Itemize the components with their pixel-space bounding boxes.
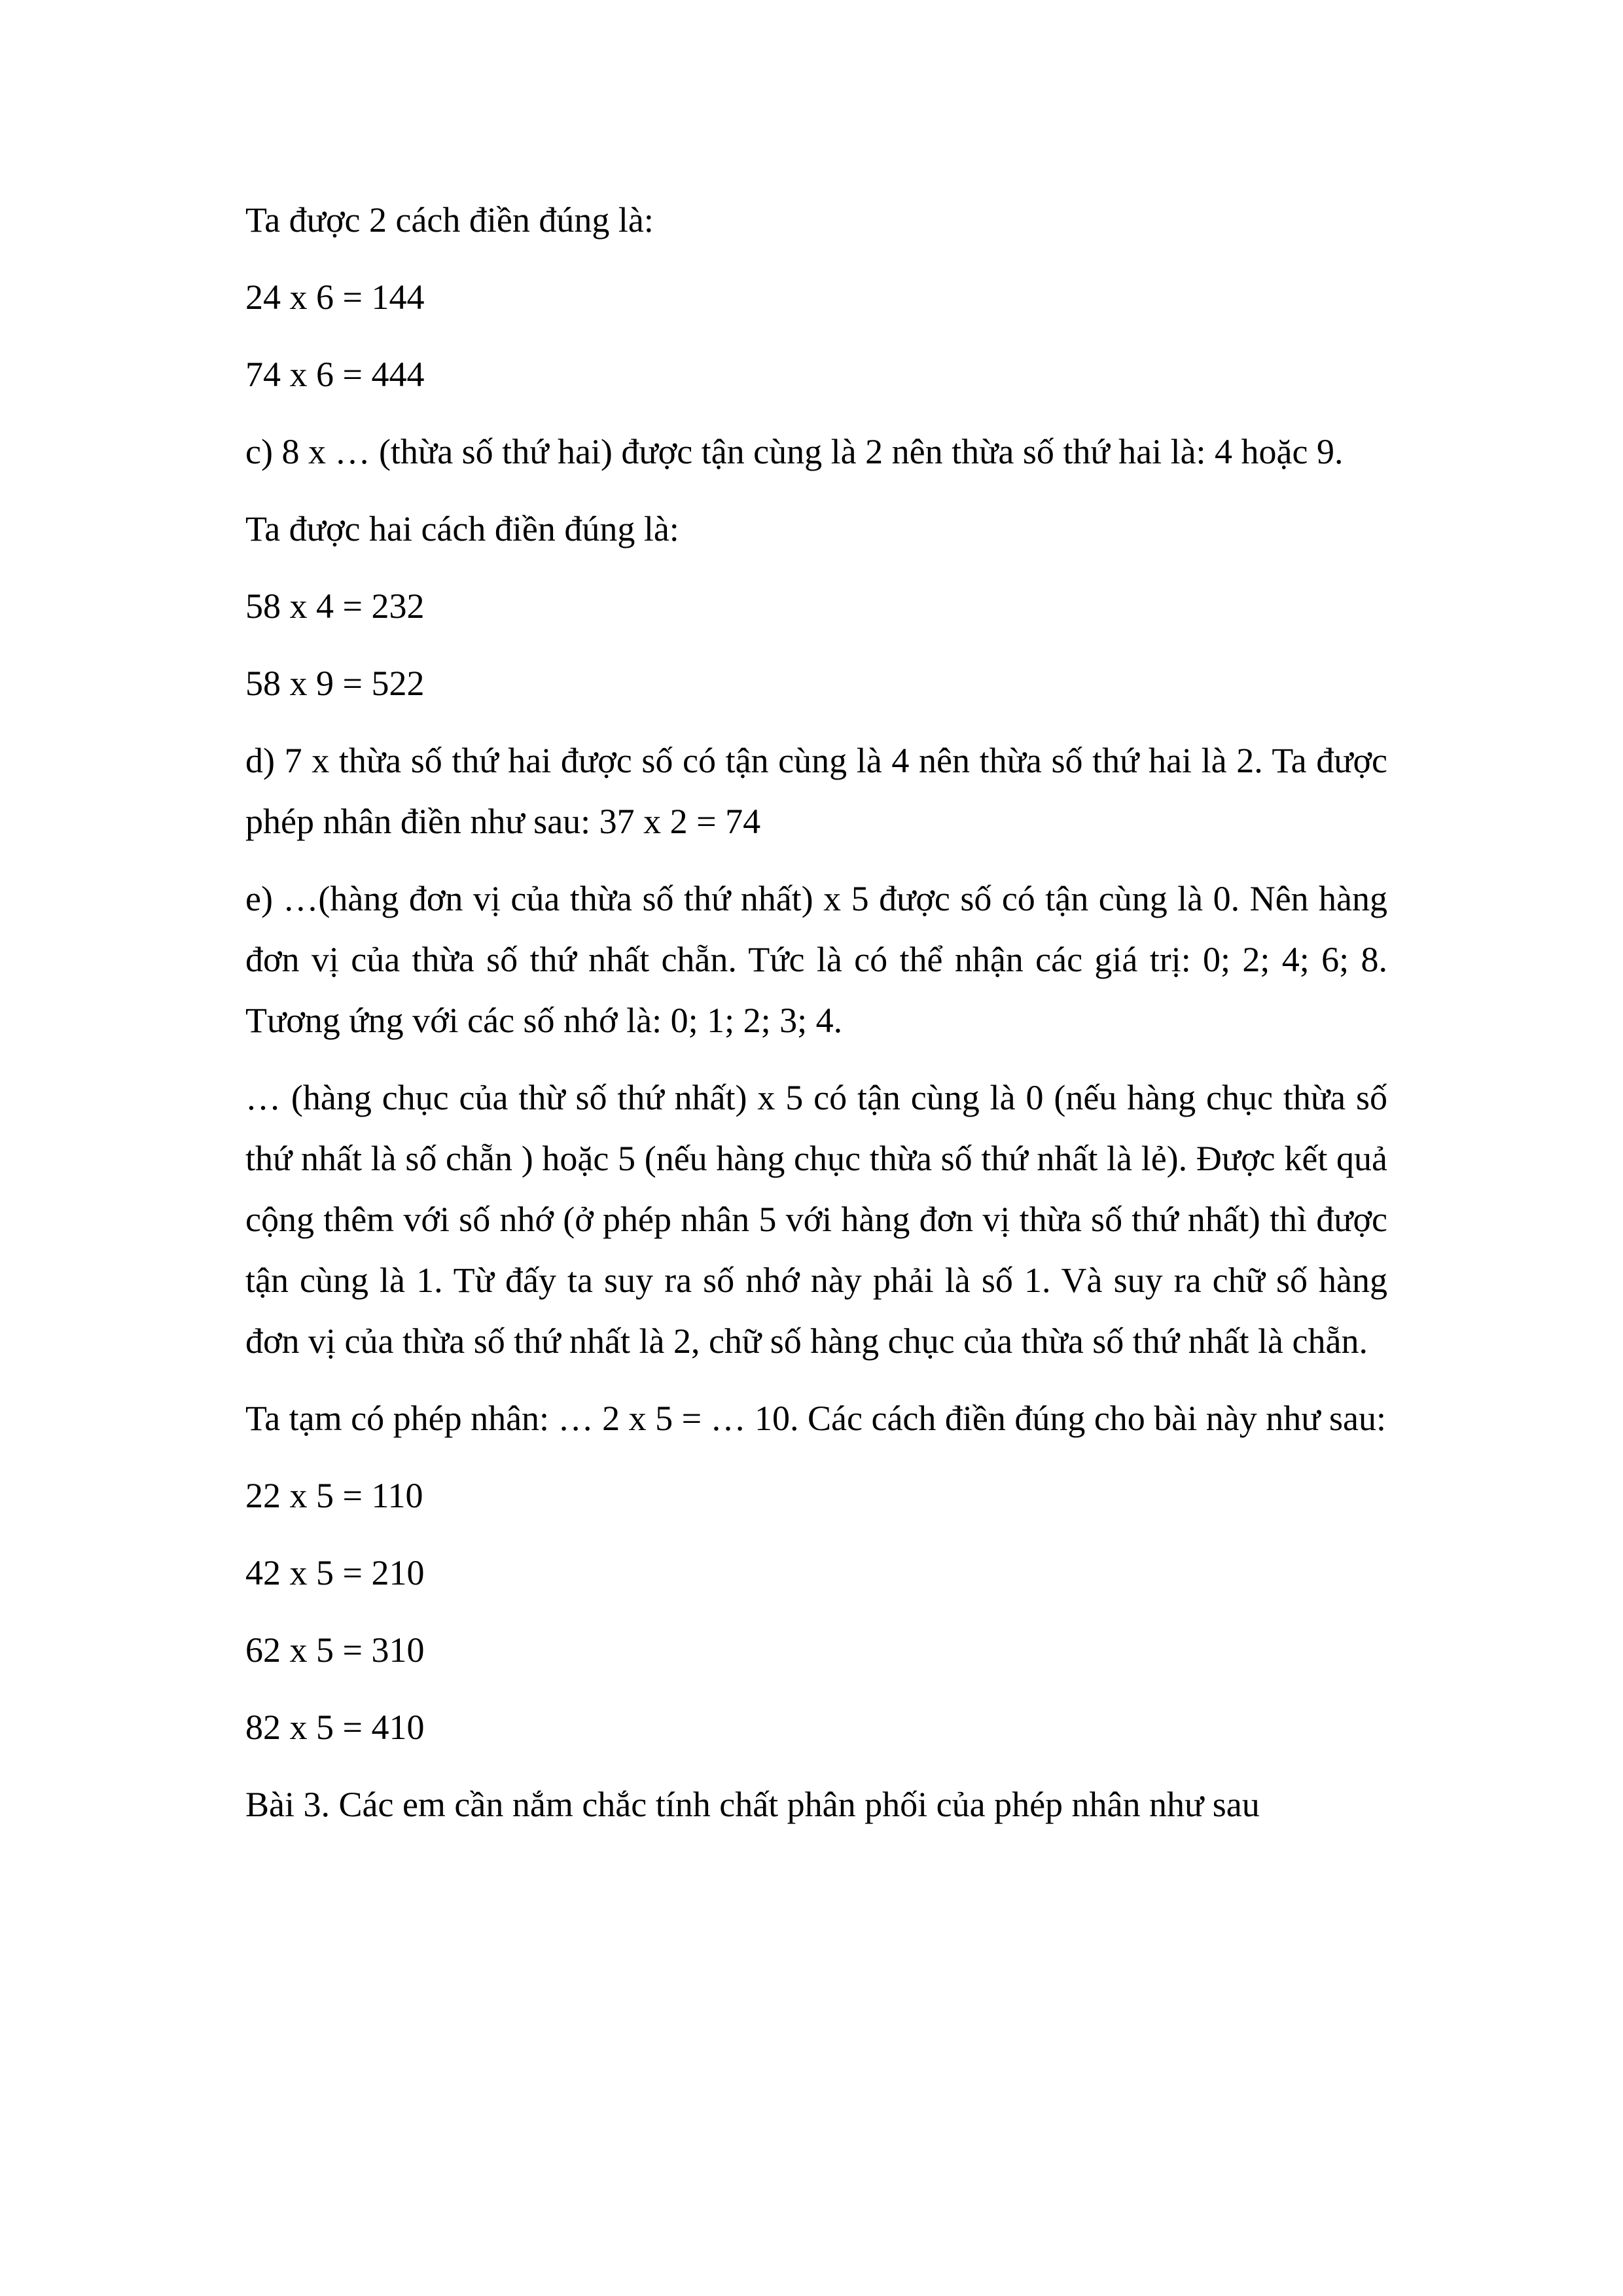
part-e-explanation: e) …(hàng đơn vị của thừa số thứ nhất) x 5 được số có tận cùng là 0. Nên hàng đơn vị của thừa số thứ nhất chẵn. Tức là có thể nhận các giá trị: 0; 2; 4; 6; 8. Tương ứng với các số nhớ là: 0; 1; 2; 3; 4. (245, 879, 1387, 1040)
part-e-explanation-continued: … (hàng chục của thừ số thứ nhất) x 5 có tận cùng là 0 (nếu hàng chục thừa số thứ nhất là số chẵn ) hoặc 5 (nếu hàng chục thừa số thứ nhất là lẻ). Được kết quả cộng thêm với số nhớ (ở phép nhân 5 với hàng đơn vị thừa số thứ nhất) thì được tận cùng là 1. Từ đấy ta suy ra số nhớ này phải là số 1. Và suy ra chữ số hàng đơn vị của thừa số thứ nhất là 2, chữ số hàng chục của thừa số thứ nhất là chẵn. (245, 1078, 1387, 1361)
document-body (245, 190, 1387, 1835)
result-line: 62 x 5 = 310 (245, 1630, 425, 1670)
part-c-explanation: c) 8 x … (thừa số thứ hai) được tận cùng là 2 nên thừa số thứ hai là: 4 hoặc 9. (245, 432, 1344, 471)
result-line: 82 x 5 = 410 (245, 1708, 425, 1747)
part-c-intro: Ta được hai cách điền đúng là: (245, 509, 679, 548)
result-line: 74 x 6 = 444 (245, 355, 425, 394)
exercise-3-heading: Bài 3. Các em cần nắm chắc tính chất phân phối của phép nhân như sau (245, 1785, 1260, 1824)
part-e-summary: Ta tạm có phép nhân: … 2 x 5 = … 10. Các cách điền đúng cho bài này như sau: (245, 1399, 1387, 1438)
intro-line: Ta được 2 cách điền đúng là: (245, 200, 654, 240)
result-line: 24 x 6 = 144 (245, 278, 425, 317)
part-d-explanation: d) 7 x thừa số thứ hai được số có tận cùng là 4 nên thừa số thứ hai là 2. Ta được phép nhân điền như sau: 37 x 2 = 74 (245, 741, 1387, 841)
result-line: 58 x 9 = 522 (245, 664, 425, 703)
result-line: 58 x 4 = 232 (245, 586, 425, 626)
result-line: 42 x 5 = 210 (245, 1553, 425, 1592)
result-line: 22 x 5 = 110 (245, 1476, 423, 1515)
